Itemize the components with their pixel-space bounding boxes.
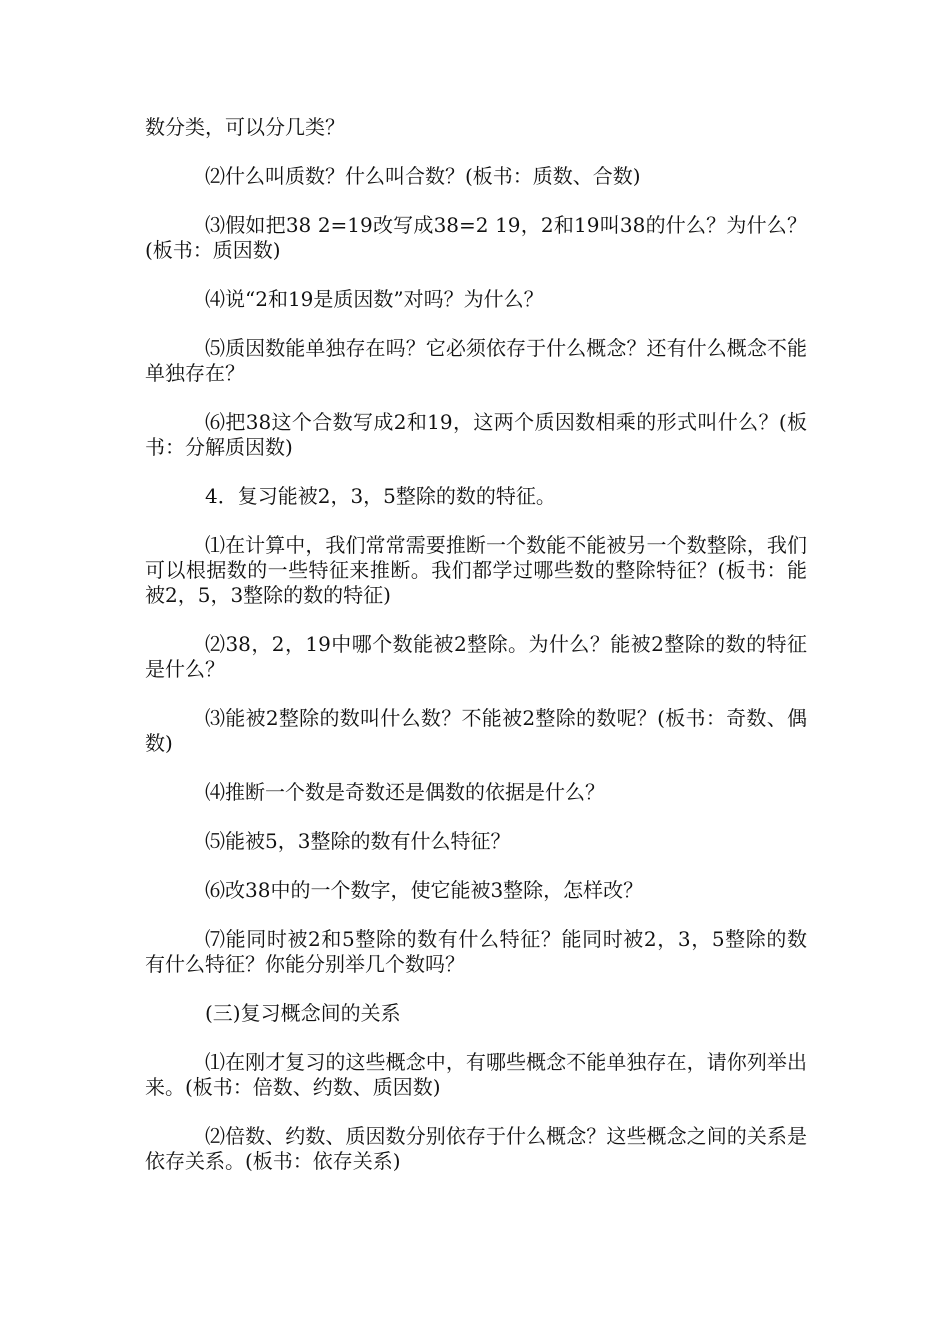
- paragraph-sub-4: ⑷推断一个数是奇数还是偶数的依据是什么？: [205, 780, 605, 804]
- paragraph-item-5: ⑸质因数能单独存在吗？它必须依存于什么概念？还有什么概念不能单独存在？: [145, 336, 807, 385]
- section-heading-3: (三)复习概念间的关系: [205, 1001, 401, 1025]
- paragraph-sub-3: ⑶能被2整除的数叫什么数？不能被2整除的数呢？(板书：奇数、偶数): [145, 706, 807, 755]
- paragraph-sub-1: ⑴在计算中，我们常常需要推断一个数能不能被另一个数整除，我们可以根据数的一些特征来推断。我们都学过哪些数的整除特征？(板书：能被2，5，3整除的数的特征): [145, 533, 807, 607]
- section-heading-4: 4．复习能被2，3，5整除的数的特征。: [205, 484, 556, 508]
- paragraph-item-3: ⑶假如把38 2=19改写成38=2 19，2和19叫38的什么？为什么？(板书：质因数): [145, 213, 807, 262]
- paragraph-sub-5: ⑸能被5，3整除的数有什么特征？: [205, 829, 511, 853]
- document-page: [145, 115, 807, 1198]
- paragraph-continuation: 数分类，可以分几类？: [145, 115, 345, 139]
- paragraph-relation-1: ⑴在刚才复习的这些概念中，有哪些概念不能单独存在，请你列举出来。(板书：倍数、约数、质因数): [145, 1050, 807, 1099]
- paragraph-sub-7: ⑺能同时被2和5整除的数有什么特征？能同时被2，3，5整除的数有什么特征？你能分别举几个数吗？: [145, 927, 807, 976]
- paragraph-relation-2: ⑵倍数、约数、质因数分别依存于什么概念？这些概念之间的关系是依存关系。(板书：依存关系): [145, 1124, 807, 1173]
- paragraph-sub-6: ⑹改38中的一个数字，使它能被3整除，怎样改？: [205, 878, 644, 902]
- paragraph-item-2: ⑵什么叫质数？什么叫合数？(板书：质数、合数): [205, 164, 641, 188]
- paragraph-sub-2: ⑵38，2，19中哪个数能被2整除。为什么？能被2整除的数的特征是什么？: [145, 632, 807, 681]
- paragraph-item-6: ⑹把38这个合数写成2和19，这两个质因数相乘的形式叫什么？(板书：分解质因数): [145, 410, 807, 459]
- paragraph-item-4: ⑷说“2和19是质因数”对吗？为什么？: [205, 287, 544, 311]
